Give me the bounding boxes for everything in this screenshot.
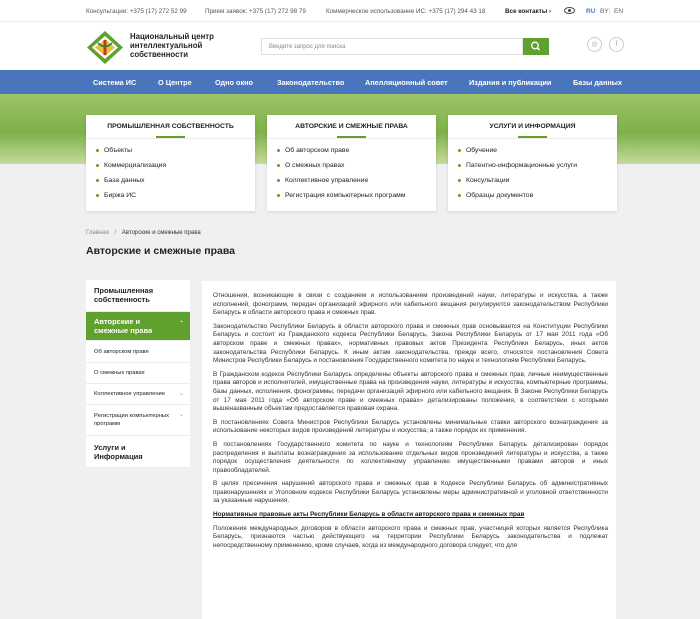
sidebar-item-copyright[interactable]: Авторские и смежные права ⌃ <box>86 312 190 341</box>
eye-icon[interactable] <box>564 7 575 14</box>
nav-item-publications[interactable]: Издания и публикации <box>469 78 552 87</box>
nav-item-legislation[interactable]: Законодательство <box>277 78 345 87</box>
paragraph: В постановлениях Государственного комитета по науке и технологиям Республики Беларусь детализирован порядок распределения и выплаты вознаграждения за использование отдельных видов произведений литературы и искусства, а также порядок осуществления деятельности по коллективному управлению имущественными правами авторов и иных правообладателей. <box>213 440 608 474</box>
applications-phone[interactable]: Прием заявок: +375 (17) 272 98 79 <box>205 8 306 15</box>
main-nav <box>0 70 700 94</box>
site-header <box>0 22 700 70</box>
nav-item-about[interactable]: О Центре <box>158 78 192 87</box>
lang-separator: | <box>609 8 611 15</box>
search-input[interactable] <box>261 38 523 55</box>
card-title[interactable]: АВТОРСКИЕ И СМЕЖНЫЕ ПРАВА <box>267 115 436 139</box>
search-button[interactable] <box>523 38 549 55</box>
card-link[interactable]: База данных <box>96 177 145 184</box>
nav-item-one-window[interactable]: Одно окно <box>215 78 253 87</box>
card-link[interactable]: Регистрация компьютерных программ <box>277 192 405 199</box>
lang-by[interactable]: BY <box>600 8 609 15</box>
card-link[interactable]: Коллективное управление <box>277 177 368 184</box>
nav-item-appeals[interactable]: Апелляционный совет <box>365 78 448 87</box>
chevron-down-icon: ⌄ <box>179 391 185 397</box>
logo-icon[interactable] <box>86 30 124 65</box>
sidebar-subitem[interactable]: Об авторском праве <box>86 341 190 363</box>
legal-acts-link[interactable]: Нормативные правовые акты Республики Беларусь в области авторского права и смежных прав <box>213 511 525 519</box>
card-title[interactable]: УСЛУГИ И ИНФОРМАЦИЯ <box>448 115 617 139</box>
card-link[interactable]: Биржа ИС <box>96 192 136 199</box>
nav-item-databases[interactable]: Базы данных <box>573 78 623 87</box>
paragraph: Отношения, возникающие в связи с созданием и использованием произведений науки, литературы и искусства, а также исполнений, фонограмм, передач организаций эфирного или кабельного вещания регулируются законодательством Республики Беларусь в области авторского права и смежных прав. <box>213 292 608 317</box>
search-placeholder: Введите запрос для поиска <box>269 44 346 50</box>
search-icon <box>523 38 549 55</box>
card-link[interactable]: Обучение <box>458 147 497 154</box>
card-link[interactable]: Образцы документов <box>458 192 533 199</box>
paragraph: Положения международных договоров в области авторского права и смежных прав, участницей которых является Республика Беларусь, признаются частью действующего на территории Республики Беларусь законодательства и подлежат непосредственному применению, кроме случаев, когда из международного договора следует, что для <box>213 524 608 549</box>
card-copyright <box>267 115 436 211</box>
sidebar-subitem[interactable]: Коллективное управление ⌄ <box>86 384 190 405</box>
card-link[interactable]: Консультации <box>458 177 509 184</box>
sidebar-subitem[interactable]: О смежных правах <box>86 363 190 384</box>
card-title[interactable]: ПРОМЫШЛЕННАЯ СОБСТВЕННОСТЬ <box>86 115 255 139</box>
sidebar-item-services[interactable]: Услуги и Информация <box>86 436 190 468</box>
paragraph: В постановлениях Совета Министров Республики Беларусь установлены минимальные ставки авторского вознаграждения за использование некоторых видов произведений литературы и искусства, а также порядок их применения. <box>213 418 608 435</box>
org-name[interactable]: Национальный центр интеллектуальной собственности <box>130 32 214 59</box>
all-contacts-link[interactable]: Все контакты › <box>505 8 552 15</box>
breadcrumb-separator: / <box>114 230 117 236</box>
paragraph: В целях пресечения нарушений авторского права и смежных прав в Кодексе Республики Беларусь об административных правонарушениях и Уголовном кодексе Республики Беларусь установлены меры административной и уголовной ответственности за указанные нарушения. <box>213 480 608 505</box>
instagram-icon[interactable]: ◎ <box>587 37 602 52</box>
chevron-up-icon: ⌃ <box>179 321 185 327</box>
lang-ru[interactable]: RU <box>586 8 596 15</box>
nav-item-ip-system[interactable]: Система ИС <box>93 78 137 87</box>
breadcrumb-current: Авторские и смежные права <box>121 230 201 236</box>
paragraph: В Гражданском кодексе Республики Беларусь определены объекты авторского права и смежных прав, личные неимущественные права авторов и исполнителей, имущественные права на произведения науки, литературы и искусства, компьютерные программы, базы данных, исполнения, фонограммы, передачи организаций эфирного или кабельного вещания. В Законе Республики Беларусь от 17 мая 2011 года «Об авторском праве и смежных правах» детализированы положения, в соответствии с которыми вышеназванным объектам предоставляется правовая охрана. <box>213 370 608 413</box>
breadcrumb <box>86 230 201 236</box>
top-contact-bar <box>0 0 700 22</box>
card-link[interactable]: Об авторском праве <box>277 147 349 154</box>
card-link[interactable]: О смежных правах <box>277 162 344 169</box>
article-content <box>202 281 616 619</box>
card-link[interactable]: Объекты <box>96 147 132 154</box>
card-services <box>448 115 617 211</box>
breadcrumb-home[interactable]: Главная <box>86 230 109 236</box>
lang-en[interactable]: EN <box>614 8 624 15</box>
card-industrial <box>86 115 255 211</box>
paragraph: Законодательство Республики Беларусь в области авторского права и смежных прав основывается на Конституции Республики Беларусь и состоит из Гражданского кодекса Республики Беларусь, Закона Республики Беларусь от 17 мая 2011 года «Об авторском праве и смежных правах», нормативных правовых актов Президента Республики Беларусь, иных актов законодательства Республики Беларусь. К иным актам законодательства, прежде всего, относятся постановления Совета Министров Республики Беларусь и постановления Государственного комитета по науке и технологиям Республики Беларусь. <box>213 322 608 365</box>
chevron-down-icon: ⌄ <box>179 412 185 418</box>
commercial-phone[interactable]: Коммерческое использование ИС: +375 (17) 294 43 18 <box>326 8 486 15</box>
sidebar-subitem[interactable]: Регистрация компьютерных программ ⌄ <box>86 405 190 436</box>
sidebar-item-industrial[interactable]: Промышленная собственность <box>86 280 190 312</box>
card-link[interactable]: Коммерциализация <box>96 162 166 169</box>
facebook-icon[interactable]: f <box>609 37 624 52</box>
page-title: Авторские и смежные права <box>86 245 235 257</box>
consult-phone[interactable]: Консультации: +375 (17) 272 52 99 <box>86 8 187 15</box>
card-link[interactable]: Патентно-информационные услуги <box>458 162 577 169</box>
